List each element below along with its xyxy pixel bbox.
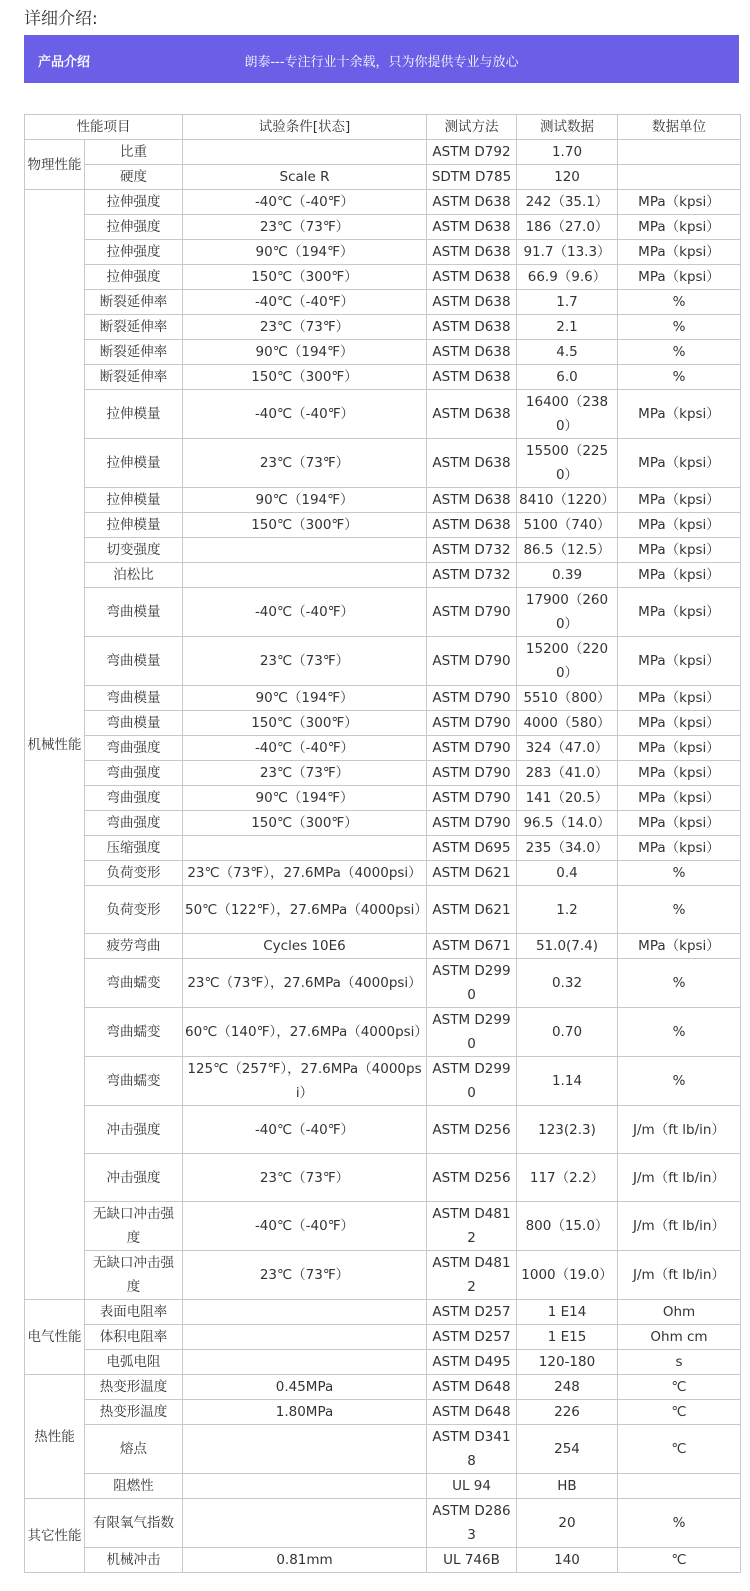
value-cell: HB — [517, 1474, 618, 1499]
unit-cell: % — [618, 1499, 741, 1548]
item-cell: 电弧电阻 — [85, 1350, 183, 1375]
method-cell: ASTM D638 — [427, 390, 517, 439]
method-cell: ASTM D790 — [427, 686, 517, 711]
unit-cell: MPa（kpsi） — [618, 439, 741, 488]
unit-cell: % — [618, 315, 741, 340]
value-cell: 324（47.0） — [517, 736, 618, 761]
table-row — [25, 315, 741, 340]
value-cell: 242（35.1） — [517, 190, 618, 215]
unit-cell: MPa（kpsi） — [618, 836, 741, 861]
condition-cell: 0.45MPa — [183, 1375, 427, 1400]
table-row — [25, 1425, 741, 1474]
item-cell: 拉伸强度 — [85, 240, 183, 265]
table-row — [25, 761, 741, 786]
value-cell: 17900（2600） — [517, 588, 618, 637]
unit-cell: MPa（kpsi） — [618, 761, 741, 786]
unit-cell: MPa（kpsi） — [618, 811, 741, 836]
table-row — [25, 1499, 741, 1548]
table-row — [25, 513, 741, 538]
condition-cell: Scale R — [183, 165, 427, 190]
unit-cell: MPa（kpsi） — [618, 786, 741, 811]
condition-cell: 23℃（73℉），27.6MPa（4000psi） — [183, 861, 427, 886]
item-cell: 断裂延伸率 — [85, 365, 183, 390]
method-cell: ASTM D257 — [427, 1300, 517, 1325]
condition-cell: 60℃（140℉），27.6MPa（4000psi） — [183, 1008, 427, 1057]
value-cell: 66.9（9.6） — [517, 265, 618, 290]
table-row — [25, 1202, 741, 1251]
table-row — [25, 1154, 741, 1202]
condition-cell — [183, 1499, 427, 1548]
condition-cell: 150℃（300℉） — [183, 513, 427, 538]
table-row — [25, 959, 741, 1008]
category-cell: 电气性能 — [25, 1300, 85, 1375]
table-row — [25, 637, 741, 686]
product-intro-banner — [24, 35, 739, 83]
method-cell: ASTM D256 — [427, 1154, 517, 1202]
condition-cell — [183, 140, 427, 165]
unit-cell: % — [618, 861, 741, 886]
item-cell: 无缺口冲击强度 — [85, 1251, 183, 1300]
unit-cell: Ohm cm — [618, 1325, 741, 1350]
method-cell: ASTM D638 — [427, 439, 517, 488]
table-row — [25, 190, 741, 215]
method-cell: ASTM D2990 — [427, 959, 517, 1008]
method-cell: ASTM D732 — [427, 563, 517, 588]
value-cell: 96.5（14.0） — [517, 811, 618, 836]
condition-cell — [183, 1300, 427, 1325]
method-cell: ASTM D257 — [427, 1325, 517, 1350]
table-row — [25, 811, 741, 836]
condition-cell — [183, 1425, 427, 1474]
value-cell: 120 — [517, 165, 618, 190]
method-cell: ASTM D638 — [427, 215, 517, 240]
unit-cell — [618, 140, 741, 165]
value-cell: 141（20.5） — [517, 786, 618, 811]
unit-cell: % — [618, 1008, 741, 1057]
category-cell: 机械性能 — [25, 190, 85, 1300]
value-cell: 1 E14 — [517, 1300, 618, 1325]
page-title: 详细介绍: — [24, 9, 98, 29]
unit-cell: % — [618, 340, 741, 365]
value-cell: 8410（1220） — [517, 488, 618, 513]
condition-cell: 90℃（194℉） — [183, 340, 427, 365]
unit-cell: ℃ — [618, 1375, 741, 1400]
method-cell: ASTM D790 — [427, 811, 517, 836]
value-cell: 5510（800） — [517, 686, 618, 711]
method-cell: ASTM D638 — [427, 365, 517, 390]
table-row — [25, 1251, 741, 1300]
unit-cell: MPa（kpsi） — [618, 390, 741, 439]
unit-cell: Ohm — [618, 1300, 741, 1325]
condition-cell: -40℃（-40℉） — [183, 290, 427, 315]
item-cell: 疲劳弯曲 — [85, 934, 183, 959]
banner-label: 产品介绍 — [38, 55, 91, 70]
condition-cell: 23℃（73℉） — [183, 1154, 427, 1202]
item-cell: 拉伸模量 — [85, 439, 183, 488]
item-cell: 拉伸强度 — [85, 215, 183, 240]
item-cell: 弯曲模量 — [85, 588, 183, 637]
method-cell: ASTM D638 — [427, 340, 517, 365]
unit-cell: MPa（kpsi） — [618, 538, 741, 563]
value-cell: 1.7 — [517, 290, 618, 315]
value-cell: 1 E15 — [517, 1325, 618, 1350]
header-property: 性能项目 — [25, 115, 183, 140]
method-cell: ASTM D638 — [427, 513, 517, 538]
value-cell: 20 — [517, 1499, 618, 1548]
condition-cell — [183, 1350, 427, 1375]
table-row — [25, 140, 741, 165]
value-cell: 91.7（13.3） — [517, 240, 618, 265]
table-row — [25, 686, 741, 711]
condition-cell: 23℃（73℉），27.6MPa（4000psi） — [183, 959, 427, 1008]
item-cell: 无缺口冲击强度 — [85, 1202, 183, 1251]
value-cell: 800（15.0） — [517, 1202, 618, 1251]
table-row — [25, 165, 741, 190]
method-cell: ASTM D790 — [427, 711, 517, 736]
table-row — [25, 1375, 741, 1400]
table-row — [25, 736, 741, 761]
item-cell: 拉伸强度 — [85, 265, 183, 290]
value-cell: 0.4 — [517, 861, 618, 886]
condition-cell: 50℃（122℉），27.6MPa（4000psi） — [183, 886, 427, 934]
value-cell: 0.70 — [517, 1008, 618, 1057]
method-cell: UL 94 — [427, 1474, 517, 1499]
value-cell: 120-180 — [517, 1350, 618, 1375]
condition-cell: 23℃（73℉） — [183, 1251, 427, 1300]
table-row — [25, 861, 741, 886]
item-cell: 断裂延伸率 — [85, 290, 183, 315]
item-cell: 弯曲模量 — [85, 686, 183, 711]
table-row — [25, 365, 741, 390]
unit-cell: MPa（kpsi） — [618, 240, 741, 265]
condition-cell — [183, 836, 427, 861]
condition-cell: 150℃（300℉） — [183, 265, 427, 290]
item-cell: 切变强度 — [85, 538, 183, 563]
value-cell: 1.2 — [517, 886, 618, 934]
value-cell: 6.0 — [517, 365, 618, 390]
item-cell: 比重 — [85, 140, 183, 165]
method-cell: ASTM D2990 — [427, 1008, 517, 1057]
method-cell: ASTM D648 — [427, 1400, 517, 1425]
unit-cell: J/m（ft lb/in） — [618, 1154, 741, 1202]
condition-cell: 1.80MPa — [183, 1400, 427, 1425]
value-cell: 123(2.3) — [517, 1106, 618, 1154]
unit-cell: % — [618, 886, 741, 934]
table-row — [25, 1548, 741, 1573]
method-cell: ASTM D790 — [427, 786, 517, 811]
unit-cell: MPa（kpsi） — [618, 934, 741, 959]
value-cell: 15500（2250） — [517, 439, 618, 488]
value-cell: 140 — [517, 1548, 618, 1573]
table-row — [25, 439, 741, 488]
value-cell: 1000（19.0） — [517, 1251, 618, 1300]
condition-cell: 90℃（194℉） — [183, 786, 427, 811]
header-condition: 试验条件[状态] — [183, 115, 427, 140]
condition-cell: 23℃（73℉） — [183, 761, 427, 786]
value-cell: 248 — [517, 1375, 618, 1400]
condition-cell: 23℃（73℉） — [183, 439, 427, 488]
unit-cell: % — [618, 365, 741, 390]
condition-cell: 0.81mm — [183, 1548, 427, 1573]
item-cell: 断裂延伸率 — [85, 315, 183, 340]
unit-cell: ℃ — [618, 1400, 741, 1425]
category-cell: 物理性能 — [25, 140, 85, 190]
table-row — [25, 886, 741, 934]
item-cell: 弯曲蠕变 — [85, 959, 183, 1008]
condition-cell: -40℃（-40℉） — [183, 390, 427, 439]
item-cell: 弯曲强度 — [85, 761, 183, 786]
table-row — [25, 934, 741, 959]
item-cell: 阻燃性 — [85, 1474, 183, 1499]
method-cell: ASTM D790 — [427, 637, 517, 686]
condition-cell: -40℃（-40℉） — [183, 190, 427, 215]
table-row — [25, 290, 741, 315]
condition-cell — [183, 1474, 427, 1499]
banner-slogan: 朗泰---专注行业十余载，只为你提供专业与放心 — [244, 55, 519, 70]
header-value: 测试数据 — [517, 115, 618, 140]
value-cell: 86.5（12.5） — [517, 538, 618, 563]
table-row — [25, 215, 741, 240]
item-cell: 冲击强度 — [85, 1106, 183, 1154]
method-cell: ASTM D695 — [427, 836, 517, 861]
method-cell: ASTM D638 — [427, 315, 517, 340]
item-cell: 体积电阻率 — [85, 1325, 183, 1350]
method-cell: SDTM D785 — [427, 165, 517, 190]
item-cell: 拉伸模量 — [85, 513, 183, 538]
unit-cell: MPa（kpsi） — [618, 711, 741, 736]
category-cell: 热性能 — [25, 1375, 85, 1499]
value-cell: 2.1 — [517, 315, 618, 340]
unit-cell: MPa（kpsi） — [618, 686, 741, 711]
item-cell: 热变形温度 — [85, 1375, 183, 1400]
table-row — [25, 1400, 741, 1425]
method-cell: ASTM D648 — [427, 1375, 517, 1400]
item-cell: 有限氧气指数 — [85, 1499, 183, 1548]
unit-cell — [618, 165, 741, 190]
unit-cell: ℃ — [618, 1425, 741, 1474]
item-cell: 断裂延伸率 — [85, 340, 183, 365]
condition-cell: -40℃（-40℉） — [183, 1202, 427, 1251]
unit-cell: MPa（kpsi） — [618, 190, 741, 215]
unit-cell: % — [618, 1057, 741, 1106]
item-cell: 拉伸模量 — [85, 390, 183, 439]
method-cell: ASTM D790 — [427, 736, 517, 761]
item-cell: 弯曲蠕变 — [85, 1008, 183, 1057]
item-cell: 冲击强度 — [85, 1154, 183, 1202]
value-cell: 226 — [517, 1400, 618, 1425]
header-unit: 数据单位 — [618, 115, 741, 140]
table-row — [25, 588, 741, 637]
condition-cell: 150℃（300℉） — [183, 811, 427, 836]
value-cell: 235（34.0） — [517, 836, 618, 861]
item-cell: 泊松比 — [85, 563, 183, 588]
table-row — [25, 1008, 741, 1057]
condition-cell: 90℃（194℉） — [183, 240, 427, 265]
table-row — [25, 538, 741, 563]
table-row — [25, 265, 741, 290]
unit-cell: % — [618, 959, 741, 1008]
method-cell: ASTM D790 — [427, 761, 517, 786]
condition-cell: 150℃（300℉） — [183, 365, 427, 390]
table-row — [25, 390, 741, 439]
item-cell: 压缩强度 — [85, 836, 183, 861]
table-row — [25, 1057, 741, 1106]
method-cell: ASTM D4812 — [427, 1251, 517, 1300]
condition-cell: Cycles 10E6 — [183, 934, 427, 959]
condition-cell: 90℃（194℉） — [183, 686, 427, 711]
condition-cell: 23℃（73℉） — [183, 637, 427, 686]
value-cell: 1.14 — [517, 1057, 618, 1106]
table-row — [25, 836, 741, 861]
condition-cell: -40℃（-40℉） — [183, 1106, 427, 1154]
method-cell: ASTM D638 — [427, 265, 517, 290]
item-cell: 负荷变形 — [85, 886, 183, 934]
table-row — [25, 240, 741, 265]
value-cell: 0.32 — [517, 959, 618, 1008]
method-cell: ASTM D4812 — [427, 1202, 517, 1251]
value-cell: 0.39 — [517, 563, 618, 588]
item-cell: 弯曲模量 — [85, 637, 183, 686]
condition-cell: -40℃（-40℉） — [183, 736, 427, 761]
table-row — [25, 1350, 741, 1375]
category-cell: 其它性能 — [25, 1499, 85, 1573]
value-cell: 51.0(7.4) — [517, 934, 618, 959]
unit-cell — [618, 1474, 741, 1499]
header-method: 测试方法 — [427, 115, 517, 140]
condition-cell — [183, 1325, 427, 1350]
table-row — [25, 563, 741, 588]
value-cell: 1.70 — [517, 140, 618, 165]
method-cell: ASTM D638 — [427, 240, 517, 265]
condition-cell: 23℃（73℉） — [183, 215, 427, 240]
condition-cell: 23℃（73℉） — [183, 315, 427, 340]
item-cell: 弯曲强度 — [85, 736, 183, 761]
unit-cell: MPa（kpsi） — [618, 588, 741, 637]
item-cell: 负荷变形 — [85, 861, 183, 886]
value-cell: 16400（2380） — [517, 390, 618, 439]
table-row — [25, 1300, 741, 1325]
item-cell: 表面电阻率 — [85, 1300, 183, 1325]
item-cell: 熔点 — [85, 1425, 183, 1474]
spec-table — [24, 114, 741, 1573]
condition-cell: 150℃（300℉） — [183, 711, 427, 736]
condition-cell: 90℃（194℉） — [183, 488, 427, 513]
unit-cell: s — [618, 1350, 741, 1375]
item-cell: 硬度 — [85, 165, 183, 190]
method-cell: ASTM D2863 — [427, 1499, 517, 1548]
condition-cell — [183, 563, 427, 588]
item-cell: 弯曲强度 — [85, 811, 183, 836]
method-cell: ASTM D638 — [427, 190, 517, 215]
condition-cell: -40℃（-40℉） — [183, 588, 427, 637]
method-cell: ASTM D671 — [427, 934, 517, 959]
value-cell: 186（27.0） — [517, 215, 618, 240]
method-cell: ASTM D495 — [427, 1350, 517, 1375]
unit-cell: MPa（kpsi） — [618, 265, 741, 290]
unit-cell: J/m（ft lb/in） — [618, 1106, 741, 1154]
method-cell: UL 746B — [427, 1548, 517, 1573]
table-row — [25, 340, 741, 365]
method-cell: ASTM D256 — [427, 1106, 517, 1154]
item-cell: 弯曲强度 — [85, 786, 183, 811]
unit-cell: % — [618, 290, 741, 315]
value-cell: 4000（580） — [517, 711, 618, 736]
value-cell: 283（41.0） — [517, 761, 618, 786]
unit-cell: MPa（kpsi） — [618, 637, 741, 686]
item-cell: 热变形温度 — [85, 1400, 183, 1425]
value-cell: 5100（740） — [517, 513, 618, 538]
value-cell: 117（2.2） — [517, 1154, 618, 1202]
table-row — [25, 1325, 741, 1350]
item-cell: 弯曲模量 — [85, 711, 183, 736]
item-cell: 机械冲击 — [85, 1548, 183, 1573]
table-row — [25, 786, 741, 811]
method-cell: ASTM D621 — [427, 886, 517, 934]
table-row — [25, 1474, 741, 1499]
value-cell: 4.5 — [517, 340, 618, 365]
method-cell: ASTM D2990 — [427, 1057, 517, 1106]
unit-cell: MPa（kpsi） — [618, 215, 741, 240]
unit-cell: J/m（ft lb/in） — [618, 1202, 741, 1251]
table-header-row — [25, 115, 741, 140]
unit-cell: MPa（kpsi） — [618, 736, 741, 761]
unit-cell: MPa（kpsi） — [618, 563, 741, 588]
unit-cell: MPa（kpsi） — [618, 513, 741, 538]
unit-cell: MPa（kpsi） — [618, 488, 741, 513]
unit-cell: ℃ — [618, 1548, 741, 1573]
method-cell: ASTM D790 — [427, 588, 517, 637]
table-body — [25, 140, 741, 1573]
value-cell: 15200（2200） — [517, 637, 618, 686]
value-cell: 254 — [517, 1425, 618, 1474]
condition-cell — [183, 538, 427, 563]
method-cell: ASTM D3418 — [427, 1425, 517, 1474]
method-cell: ASTM D732 — [427, 538, 517, 563]
unit-cell: J/m（ft lb/in） — [618, 1251, 741, 1300]
table-row — [25, 711, 741, 736]
table-row — [25, 1106, 741, 1154]
item-cell: 弯曲蠕变 — [85, 1057, 183, 1106]
table-row — [25, 488, 741, 513]
method-cell: ASTM D638 — [427, 290, 517, 315]
method-cell: ASTM D638 — [427, 488, 517, 513]
condition-cell: 125℃（257℉），27.6MPa（4000psi） — [183, 1057, 427, 1106]
item-cell: 拉伸强度 — [85, 190, 183, 215]
method-cell: ASTM D621 — [427, 861, 517, 886]
method-cell: ASTM D792 — [427, 140, 517, 165]
item-cell: 拉伸模量 — [85, 488, 183, 513]
